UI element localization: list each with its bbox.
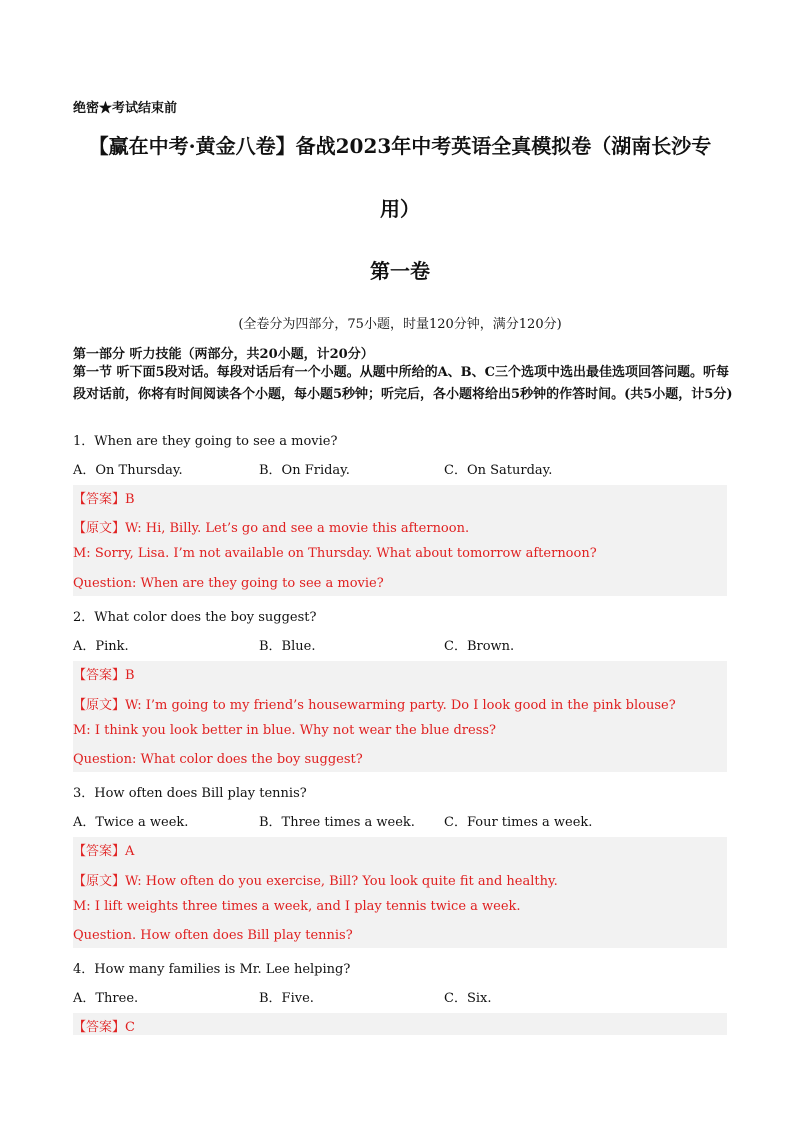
- confidential-note: 绝密★考试结束前: [73, 101, 178, 116]
- question-1-transcript-line-2: M: Sorry, Lisa. I’m not available on Thursday. What about tomorrow afternoon?: [73, 546, 597, 561]
- question-1-option-c: C．On Saturday.: [444, 463, 553, 478]
- question-2-option-c: C．Brown.: [444, 639, 515, 654]
- question-1-transcript-line-3: Question: When are they going to see a movie?: [73, 576, 384, 591]
- exam-note: (全卷分为四部分，75小题，时量120分钟，满分120分): [238, 317, 562, 332]
- question-3-transcript-line-1: 【原文】W: How often do you exercise, Bill? You look quite fit and healthy.: [73, 874, 558, 889]
- question-4-option-a: A．Three.: [73, 991, 139, 1006]
- part-heading: 第一部分 听力技能（两部分，共20小题，计20分）: [73, 347, 374, 362]
- question-2-answer: 【答案】B: [73, 668, 135, 683]
- document-title-line-1: 【赢在中考·黄金八卷】备战2023年中考英语全真模拟卷（湖南长沙专: [88, 134, 712, 158]
- question-3-option-b: B．Three times a week.: [259, 815, 415, 830]
- question-1: 1．When are they going to see a movie?: [73, 434, 338, 449]
- volume-heading: 第一卷: [370, 259, 430, 283]
- question-2: 2．What color does the boy suggest?: [73, 610, 317, 625]
- question-3: 3．How often does Bill play tennis?: [73, 786, 307, 801]
- question-2-option-b: B．Blue.: [259, 639, 316, 654]
- question-3-option-c: C．Four times a week.: [444, 815, 593, 830]
- question-2-transcript-line-1: 【原文】W: I’m going to my friend’s housewarming party. Do I look good in the pink blouse?: [73, 698, 676, 713]
- question-4: 4．How many families is Mr. Lee helping?: [73, 962, 351, 977]
- question-1-option-a: A．On Thursday.: [73, 463, 183, 478]
- question-1-transcript-line-1: 【原文】W: Hi, Billy. Let’s go and see a movie this afternoon.: [73, 521, 470, 536]
- question-3-answer: 【答案】A: [73, 844, 135, 859]
- question-2-transcript-line-2: M: I think you look better in blue. Why not wear the blue dress?: [73, 723, 497, 738]
- section-instructions: 第一节 听下面5段对话。每段对话后有一个小题。从题中所给的A、B、C三个选项中选出最佳选项回答问题。听每段对话前，你将有时间阅读各个小题，每小题5秒钟；听完后，各小题将给出5秒钟的作答时间。(共5小题，计5分): [73, 365, 733, 402]
- document-title-line-2: 用）: [380, 197, 420, 221]
- question-3-option-a: A．Twice a week.: [73, 815, 189, 830]
- question-3-transcript-line-2: M: I lift weights three times a week, and I play tennis twice a week.: [73, 899, 521, 914]
- question-1-option-b: B．On Friday.: [259, 463, 350, 478]
- question-4-option-c: C．Six.: [444, 991, 492, 1006]
- answer-box-4: [73, 1013, 727, 1035]
- question-4-option-b: B．Five.: [259, 991, 314, 1006]
- question-2-transcript-line-3: Question: What color does the boy suggest?: [73, 752, 363, 767]
- question-2-option-a: A．Pink.: [73, 639, 129, 654]
- question-3-transcript-line-3: Question. How often does Bill play tennis?: [73, 928, 353, 943]
- question-4-answer: 【答案】C: [73, 1020, 135, 1035]
- question-1-answer: 【答案】B: [73, 492, 135, 507]
